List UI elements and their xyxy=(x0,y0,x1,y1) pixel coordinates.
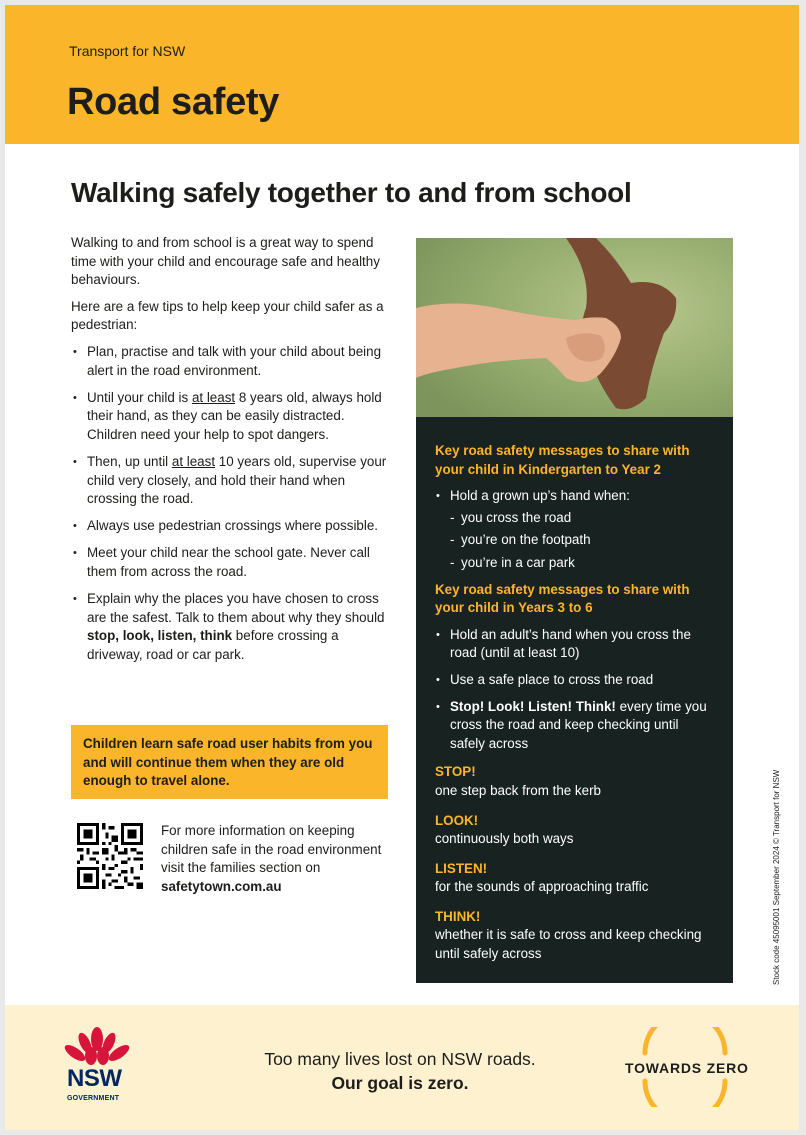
stop-desc: one step back from the kerb xyxy=(435,782,601,798)
left-column xyxy=(71,234,391,673)
nsw-wordmark: NSW xyxy=(67,1065,122,1092)
y36-item: • Hold an adult’s hand when you cross the road (until at least 10) xyxy=(435,626,715,663)
qr-code-icon[interactable] xyxy=(77,823,143,889)
y36-heading: Key road safety messages to share with your child in Years 3 to 6 xyxy=(435,581,690,616)
tip-item: • Until your child is at least 8 years old, always hold their hand, as they can be easily distracted. Children need your help to spot dangers. xyxy=(71,389,391,445)
look-heading: LOOK! xyxy=(435,812,479,828)
y36-item: • Stop! Look! Listen! Think! every time you cross the road and keep checking until safely across xyxy=(435,698,715,754)
tip-item: • Meet your child near the school gate. Never call them from across the road. xyxy=(71,544,391,581)
callout-box: Children learn safe road user habits from you and will continue them when they are old enough to travel alone. xyxy=(71,725,388,799)
k2-subitem: - you’re in a car park xyxy=(450,554,715,573)
government-wordmark: GOVERNMENT xyxy=(67,1095,120,1102)
listen-heading: LISTEN! xyxy=(435,860,488,876)
stop-heading: STOP! xyxy=(435,764,476,780)
k2-item: • Hold a grown up’s hand when: - you cross the road - you’re on the footpath - you’re in a car park xyxy=(435,487,715,572)
k2-list xyxy=(435,487,715,572)
k2-subitem: - you’re on the footpath xyxy=(450,531,715,550)
poster-page xyxy=(5,5,799,1130)
k2-heading: Key road safety messages to share with your child in Kindergarten to Year 2 xyxy=(435,443,690,477)
tips-list xyxy=(71,343,391,664)
tips-intro: Here are a few tips to help keep your child safer as a pedestrian: xyxy=(71,298,384,333)
tip-item: • Then, up until at least 10 years old, supervise your child very closely, and hold their hand when crossing the road. xyxy=(71,453,391,509)
footer-goal: Our goal is zero. xyxy=(331,1073,469,1093)
y36-item: • Use a safe place to cross the road xyxy=(435,671,715,690)
stock-code: Stock code 45095001 September 2024 © Transport for NSW xyxy=(772,769,781,985)
tip-item: • Always use pedestrian crossings where possible. xyxy=(71,517,391,536)
brand-name: Transport for NSW xyxy=(69,43,186,59)
think-heading: THINK! xyxy=(435,908,481,924)
key-messages-panel xyxy=(416,417,733,983)
footer-tagline: Too many lives lost on NSW roads. xyxy=(264,1049,536,1069)
intro-paragraph: Walking to and from school is a great way to spend time with your child and encourage safe and healthy behaviours. xyxy=(71,235,380,288)
safetytown-link[interactable]: safetytown.com.au xyxy=(161,878,282,894)
footer-band xyxy=(5,1005,799,1130)
tip-item: • Explain why the places you have chosen to cross are the safest. Talk to them about why they should stop, look, listen, think before crossing a driveway, road or car park. xyxy=(71,590,391,664)
more-info-text: For more information on keeping children safe in the road environment visit the families section on safetytown.com.au xyxy=(161,823,382,894)
main-heading: Walking safely together to and from school xyxy=(71,177,632,208)
towards-zero-logo: TOWARDS ZERO xyxy=(625,1060,749,1076)
listen-desc: for the sounds of approaching traffic xyxy=(435,879,649,895)
look-desc: continuously both ways xyxy=(435,831,574,847)
hands-photo xyxy=(416,238,733,417)
k2-sublist xyxy=(450,509,715,573)
k2-subitem: - you cross the road xyxy=(450,509,715,528)
header-band xyxy=(5,5,799,144)
y36-list xyxy=(435,626,715,754)
page-title: Road safety xyxy=(67,81,280,123)
tip-item: • Plan, practise and talk with your child about being alert in the road environment. xyxy=(71,343,391,380)
think-desc: whether it is safe to cross and keep checking until safely across xyxy=(435,927,702,962)
